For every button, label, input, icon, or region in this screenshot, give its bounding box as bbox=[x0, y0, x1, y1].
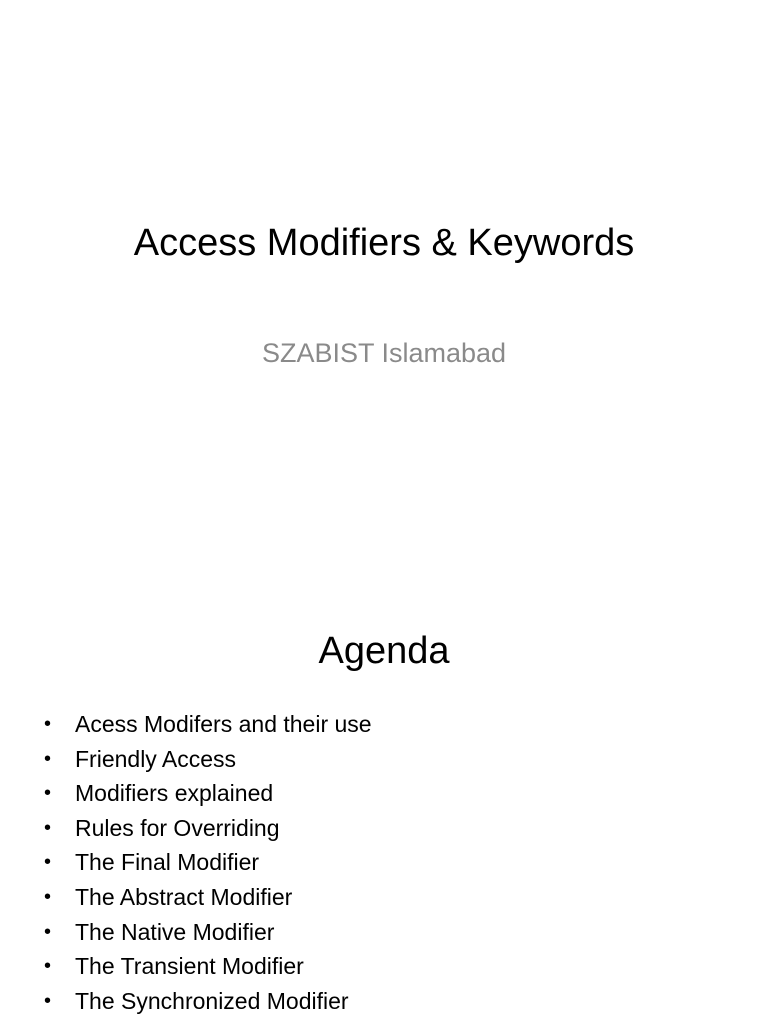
agenda-item-text: Friendly Access bbox=[75, 745, 237, 772]
agenda-item-text: The Transient Modifier bbox=[75, 953, 304, 980]
bullet-icon: • bbox=[44, 920, 52, 943]
agenda-item-text: The Synchronized Modifier bbox=[75, 987, 349, 1014]
agenda-item bbox=[0, 915, 768, 950]
agenda-item-text: The Abstract Modifier bbox=[75, 883, 293, 910]
slide-title: Access Modifiers & Keywords bbox=[133, 222, 635, 264]
agenda-item bbox=[0, 845, 768, 880]
bullet-icon: • bbox=[44, 885, 52, 908]
agenda-item bbox=[0, 811, 768, 846]
agenda-item bbox=[0, 707, 768, 742]
bullet-icon: • bbox=[44, 747, 52, 770]
agenda-item bbox=[0, 742, 768, 777]
agenda-item-text: The Final Modifier bbox=[75, 849, 260, 876]
bullet-icon: • bbox=[44, 851, 52, 874]
agenda-slide bbox=[0, 590, 768, 1024]
bullet-icon: • bbox=[44, 713, 52, 735]
slide-subtitle: SZABIST Islamabad bbox=[261, 338, 507, 368]
agenda-list bbox=[0, 707, 768, 1018]
agenda-title: Agenda bbox=[318, 630, 450, 672]
agenda-item-text: Modifiers explained bbox=[75, 780, 274, 807]
agenda-item-text: The Native Modifier bbox=[75, 918, 275, 945]
agenda-item-text: Rules for Overriding bbox=[75, 814, 280, 841]
agenda-item-text: Acess Modifers and their use bbox=[75, 711, 372, 737]
bullet-icon: • bbox=[44, 989, 52, 1012]
agenda-item bbox=[0, 949, 768, 984]
bullet-icon: • bbox=[44, 782, 52, 805]
agenda-item bbox=[0, 984, 768, 1019]
bullet-icon: • bbox=[44, 955, 52, 978]
agenda-item bbox=[0, 776, 768, 811]
agenda-item bbox=[0, 880, 768, 915]
bullet-icon: • bbox=[44, 816, 52, 839]
